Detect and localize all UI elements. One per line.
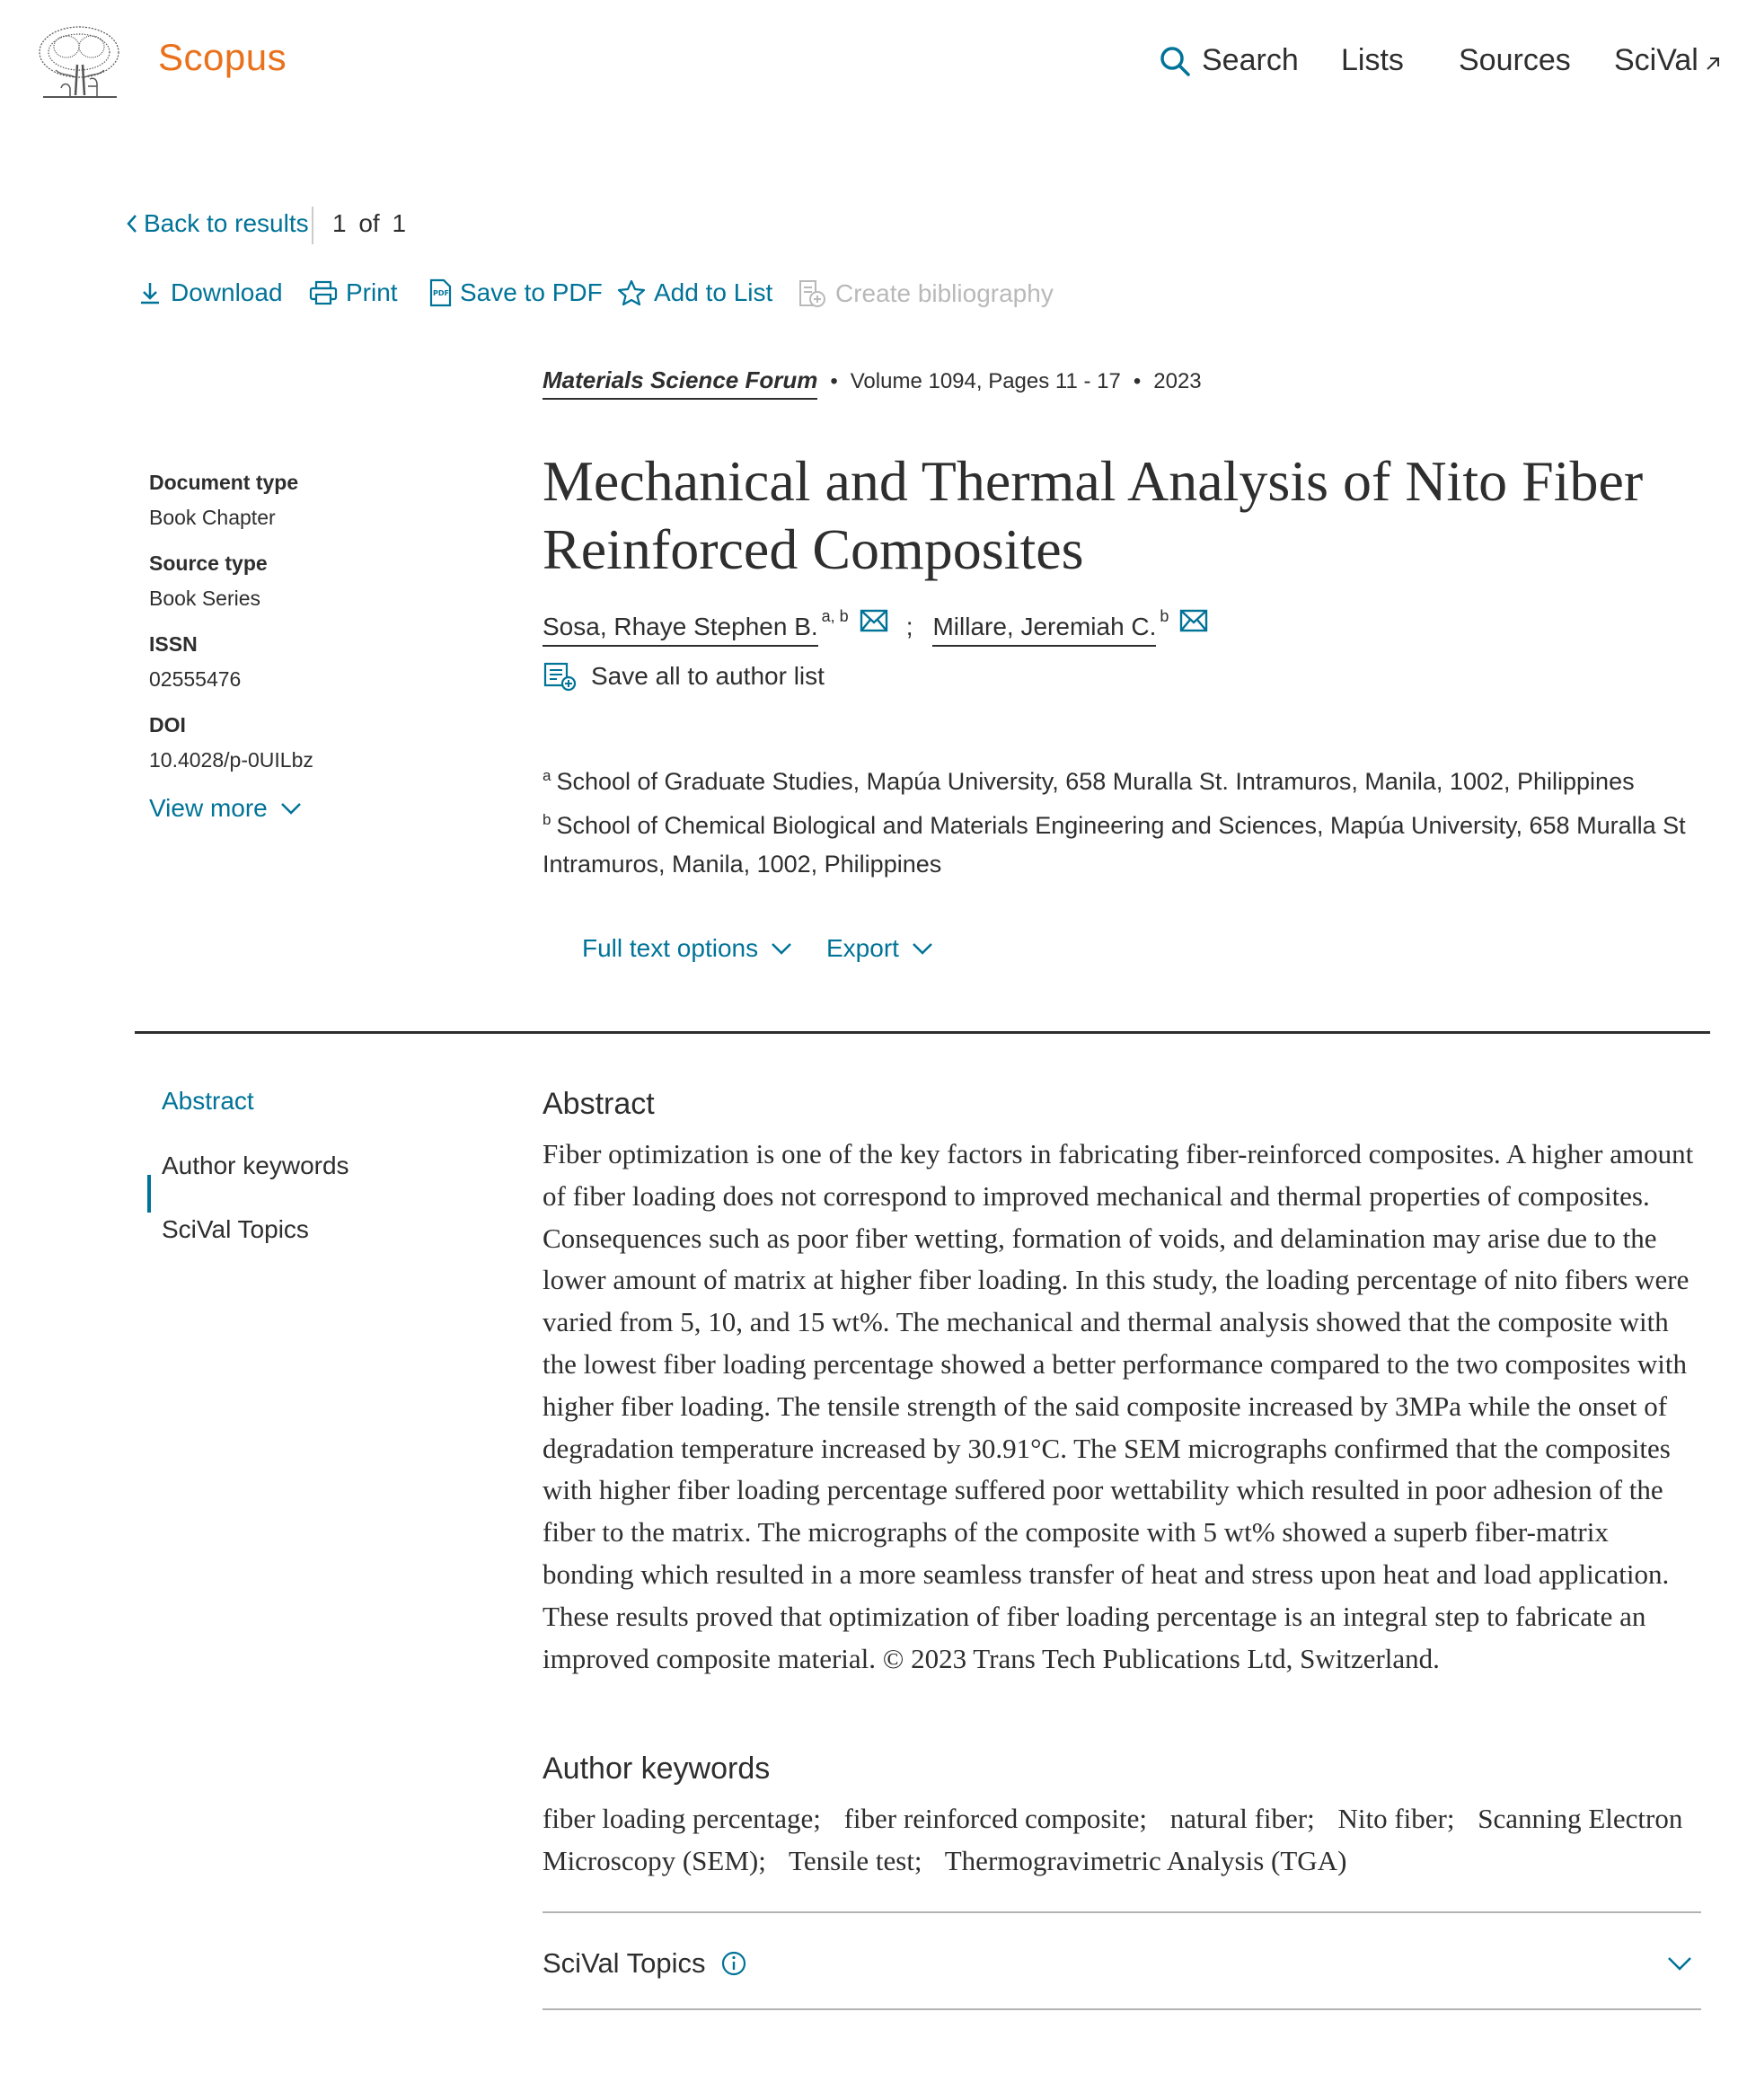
nav-sources[interactable]: Sources (1459, 43, 1571, 77)
keyword: fiber loading percentage; (543, 1803, 821, 1834)
save-all-to-author-list[interactable] (543, 661, 825, 692)
keyword: Thermogravimetric Analysis (TGA) (944, 1844, 1347, 1876)
bibliography-icon (798, 278, 828, 309)
save-all-label: Save all to author list (591, 662, 825, 690)
journal-link[interactable]: Materials Science Forum (543, 366, 817, 400)
chevron-down-icon (280, 802, 302, 815)
full-text-options-button[interactable] (582, 934, 792, 963)
results-divider (312, 207, 313, 244)
chevron-down-icon (1667, 1956, 1692, 1971)
document-title: Mechanical and Thermal Analysis of Nito Fiber Reinforced Composites (543, 449, 1644, 581)
doi-label: DOI (149, 713, 186, 737)
affiliation-sup: b (543, 811, 551, 828)
keyword: Nito fiber; (1337, 1803, 1455, 1834)
print-button[interactable] (308, 278, 398, 307)
keyword: Tensile test; (789, 1844, 922, 1876)
back-to-results[interactable] (126, 209, 309, 238)
download-label: Download (171, 278, 283, 306)
back-to-results-label: Back to results (144, 209, 309, 237)
download-icon (137, 279, 163, 306)
section-nav-abstract[interactable]: Abstract (162, 1087, 254, 1115)
abstract-heading: Abstract (543, 1087, 655, 1121)
chevron-down-icon (771, 942, 792, 955)
nav-search[interactable] (1159, 43, 1299, 78)
create-bibliography-label: Create bibliography (835, 279, 1054, 307)
section-nav-scival[interactable]: SciVal Topics (162, 1215, 309, 1243)
view-more-button[interactable] (149, 794, 302, 823)
nav-lists[interactable]: Lists (1341, 43, 1404, 77)
affiliation-a (543, 756, 1701, 801)
view-more-label: View more (149, 794, 268, 822)
scival-bottom-rule (543, 2008, 1701, 2010)
keyword: fiber reinforced composite; (843, 1803, 1148, 1834)
export-button[interactable] (826, 934, 933, 963)
source-line (543, 366, 1202, 400)
nav-scival[interactable] (1614, 43, 1722, 78)
full-text-options-label: Full text options (582, 934, 759, 962)
author-separator: ; (905, 613, 913, 640)
section-nav-keywords[interactable]: Author keywords (162, 1151, 349, 1179)
author-affiliation-sup: a, b (821, 607, 849, 625)
author-link[interactable]: Millare, Jeremiah C. (932, 613, 1156, 647)
mail-icon[interactable] (1179, 609, 1208, 632)
abstract-text: Fiber optimization is one of the key factors in fabricating fiber-reinforced composites. A higher amount of fiber loading does not correspond to improved mechanical and thermal properties of composites. Consequences such as poor fiber wetting, formation of voids, and delamination may arise due to the lower amount of matrix at higher fiber loading. In this study, the loading percentage of nito fibers were varied from 5, 10, and 15 wt%. The mechanical and thermal analysis showed that the composite with the lowest fiber loading percentage showed a better performance compared to the two composites with higher fiber loading. The tensile strength of the said composite increased by 3MPa while the onset of degradation temperature increased by 30.91°C. The SEM micrographs confirmed that the composites with higher fiber loading percentage suffered poor wettability which resulted in poor adhesion of the fiber to the matrix. The micrographs of the composite with 5 wt% showed a superb fiber-matrix bonding which resulted in a more seamless transfer of heat and stress upon heat and load application. These results proved that optimization of fiber loading percentage is an integral step to fabricate an improved composite material. © 2023 Trans Tech Publications Ltd, Switzerland. (543, 1138, 1694, 1674)
issn-label: ISSN (149, 632, 198, 656)
info-icon[interactable] (720, 1950, 747, 1977)
author-keywords-heading: Author keywords (543, 1751, 771, 1786)
svg-text:PDF: PDF (433, 289, 449, 297)
add-to-list-label: Add to List (654, 278, 773, 306)
download-button[interactable] (137, 278, 283, 307)
author-affiliation-sup: b (1160, 607, 1169, 625)
author-keywords-list (543, 1798, 1701, 1883)
author-link[interactable]: Sosa, Rhaye Stephen B. (543, 613, 818, 647)
save-to-pdf-button[interactable] (428, 278, 603, 307)
author-list (543, 607, 1208, 647)
separator-dot: • (1133, 369, 1142, 393)
document-type-value: Book Chapter (149, 506, 276, 529)
source-type-label: Source type (149, 551, 268, 575)
scopus-brand[interactable]: Scopus (158, 36, 287, 78)
nav-search-label: Search (1202, 43, 1299, 77)
print-label: Print (346, 278, 398, 306)
export-label: Export (826, 934, 899, 962)
publication-year: 2023 (1153, 369, 1202, 393)
affiliation-text: School of Chemical Biological and Materials Engineering and Sciences, Mapúa University, 658 Muralla St Intramuros, Manila, 1002, Philippines (543, 812, 1686, 878)
printer-icon (308, 279, 339, 306)
source-type-value: Book Series (149, 587, 261, 610)
chevron-left-icon (126, 213, 138, 234)
affiliation-sup: a (543, 767, 551, 784)
keyword: natural fiber; (1169, 1803, 1315, 1834)
scival-topics-toggle[interactable] (543, 1947, 1701, 1980)
affiliation-b (543, 800, 1701, 884)
search-icon (1159, 45, 1191, 77)
pdf-icon (428, 278, 453, 307)
volume-pages: Volume 1094, Pages 11 - 17 (850, 369, 1121, 393)
document-type-label: Document type (149, 471, 299, 494)
separator-dot: • (830, 369, 838, 393)
scival-top-rule (543, 1911, 1701, 1913)
author-list-add-icon (543, 661, 578, 692)
affiliation-text: School of Graduate Studies, Mapúa University, 658 Muralla St. Intramuros, Manila, 1002, Philippines (556, 768, 1635, 795)
external-link-icon (1704, 55, 1722, 73)
star-icon (616, 278, 647, 307)
results-count: 1 of 1 (332, 209, 407, 237)
create-bibliography-button[interactable] (798, 278, 1054, 309)
issn-value: 02555476 (149, 667, 242, 691)
elsevier-logo[interactable] (34, 23, 124, 104)
keyword: Scanning Electron Microscopy (SEM); (543, 1803, 1683, 1876)
section-nav-indicator (147, 1175, 151, 1213)
mail-icon[interactable] (860, 609, 888, 632)
add-to-list-button[interactable] (616, 278, 772, 307)
chevron-down-icon (912, 942, 933, 955)
section-divider (135, 1031, 1710, 1034)
nav-scival-label: SciVal (1614, 43, 1698, 77)
doi-value: 10.4028/p-0UILbz (149, 748, 313, 772)
scival-topics-heading: SciVal Topics (543, 1947, 706, 1979)
save-to-pdf-label: Save to PDF (460, 278, 603, 306)
